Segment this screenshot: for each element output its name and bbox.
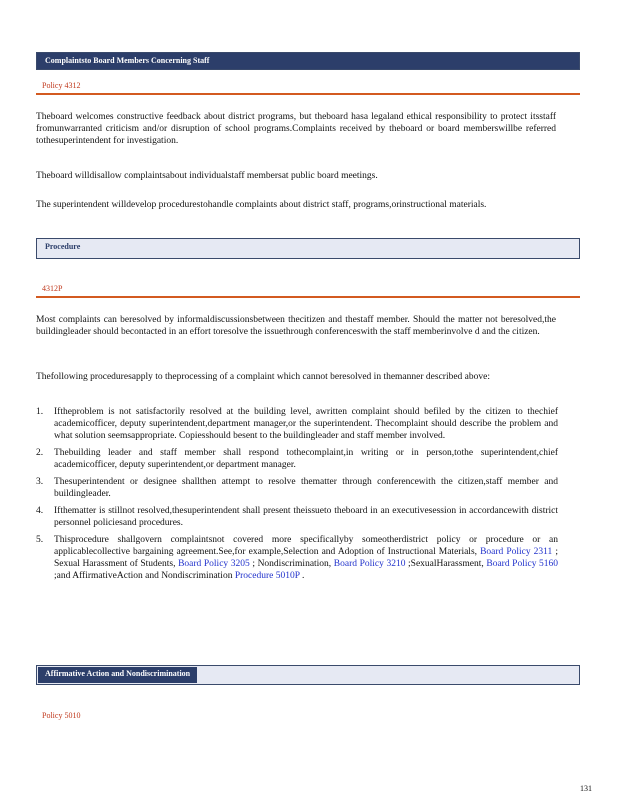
- list-number: 2.: [36, 448, 44, 458]
- list-item: [36, 447, 558, 471]
- list-text: Thisprocedure shallgovern complaintsnot covered more specificallyby someotherdistrict policy or procedure or an applicablecollective bargaining agreement.See,for example,Selection and Adoption of Instructional Materials,: [54, 535, 558, 557]
- procedure-5010p-link[interactable]: Procedure 5010P: [234, 571, 300, 581]
- list-text: ;and AffirmativeAction and Nondiscrimination: [54, 571, 233, 581]
- policy-reference: Policy 4312: [42, 81, 81, 90]
- list-number: 1.: [36, 407, 44, 417]
- section-header-affirmative-action: [36, 665, 580, 685]
- list-item: [36, 505, 558, 529]
- intro-paragraph-2: Theboard willdisallow complaintsabout individualstaff membersat public board meetings.: [36, 171, 378, 181]
- board-policy-3210-link[interactable]: Board Policy 3210: [333, 559, 406, 569]
- list-text: .: [302, 571, 305, 581]
- intro-paragraph-1: Theboard welcomes constructive feedback about district programs, but theboard hasa legaland ethical responsibility to protect itsstaff fromunwarranted criticism and/or disruption of school programs.Complaints received by theboard or board memberswillbe referred tothesuperintendent for investigation.: [36, 112, 556, 146]
- procedure-paragraph-1: Most complaints can beresolved by informaldiscussionsbetween thecitizen and thestaff member. Should the matter not beresolved,the buildingleader should becontacted in an effort toresolve the issuethrough conferenceswith the staff memberinvolve d and the citizen.: [36, 315, 556, 337]
- section-divider: [36, 93, 580, 95]
- list-text: ; Sexual Harassment of Students,: [54, 547, 558, 569]
- section-title: Complaintsto Board Members Concerning Staff: [45, 56, 210, 65]
- board-policy-5160-link[interactable]: Board Policy 5160: [486, 559, 559, 569]
- section-header-complaints: [36, 52, 580, 70]
- intro-paragraph-3: The superintendent willdevelop procedurestohandle complaints about district staff, programs,orinstructional materials.: [36, 200, 487, 210]
- list-text: Iftheproblem is not satisfactorily resolved at the building level, awritten complaint should befiled by the citizen to thechief academicofficer, deputy superintendent,department manager,or the superintendent. Thecomplaint should describe the problem and what solution seemsappropriate. Copiesshould besent to the buildingleader and staff member involved.: [54, 407, 558, 441]
- list-text: Ifthematter is stillnot resolved,thesuperintendent shall present theissueto theboard in an executivesession in accordancewith district personnel policiesand procedures.: [54, 506, 558, 528]
- section-divider: [36, 296, 580, 298]
- procedure-paragraph-2: Thefollowing proceduresapply to theprocessing of a complaint which cannot beresolved in themanner described above:: [36, 372, 491, 382]
- list-text: Thesuperintendent or designee shallthen attempt to resolve thematter through conferencewith the citizen,staff member and buildingleader.: [54, 477, 558, 499]
- procedure-list: [36, 406, 558, 587]
- list-text: ; Nondiscrimination,: [252, 559, 332, 569]
- board-policy-2311-link[interactable]: Board Policy 2311: [480, 547, 553, 557]
- list-item: [36, 476, 558, 500]
- section-title: Affirmative Action and Nondiscrimination: [38, 667, 197, 683]
- section-title: Procedure: [45, 242, 81, 251]
- list-number: 5.: [36, 535, 44, 545]
- list-item: [36, 534, 558, 582]
- section-header-procedure: [36, 238, 580, 259]
- list-number: 4.: [36, 506, 44, 516]
- list-text: Thebuilding leader and staff member shall respond tothecomplaint,in writing or in person,tothe superintendent,chief academicofficer, deputy superintendent,or department manager.: [54, 448, 558, 470]
- page-number: 131: [580, 784, 592, 793]
- policy-reference: Policy 5010: [42, 711, 81, 720]
- list-number: 3.: [36, 477, 44, 487]
- board-policy-3205-link[interactable]: Board Policy 3205: [178, 559, 250, 569]
- list-text: ;SexualHarassment,: [408, 559, 484, 569]
- procedure-reference: 4312P: [42, 284, 63, 293]
- list-item: [36, 406, 558, 442]
